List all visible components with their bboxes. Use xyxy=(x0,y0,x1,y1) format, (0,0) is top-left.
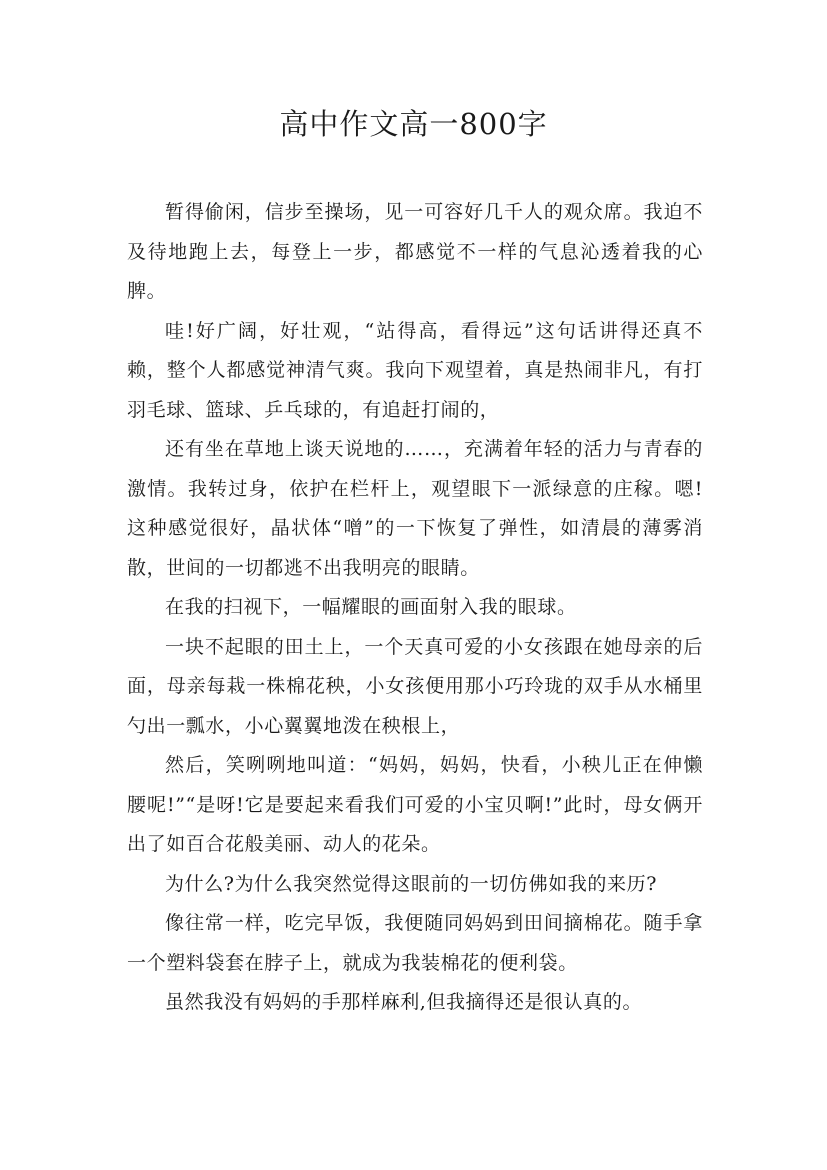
paragraph-7: 为什么?为什么我突然觉得这眼前的一切仿佛如我的来历? xyxy=(165,872,657,895)
paragraph-2: 哇!好广阔，好壮观，“站得高，看得远”这句话讲得还真不赖，整个人都感觉神清气爽。我向下观望着，真是热闹非凡，有打羽毛球、篮球、乒乓球的，有追赶打闹的， xyxy=(127,319,703,421)
essay-body xyxy=(127,193,703,1023)
paragraph-5: 一块不起眼的田土上，一个天真可爱的小女孩跟在她母亲的后面，母亲每栽一株棉花秧，小女孩便用那小巧玲珑的双手从水桶里勺出一瓢水，小心翼翼地泼在秧根上， xyxy=(127,635,703,737)
paragraph-4: 在我的扫视下，一幅耀眼的画面射入我的眼球。 xyxy=(165,596,577,618)
page-title: 高中作文高一800字 xyxy=(279,107,548,141)
paragraph-6: 然后，笑咧咧地叫道：“妈妈，妈妈，快看，小秧儿正在伸懒腰呢!”“是呀!它是要起来看我们可爱的小宝贝啊!”此时，母女俩开出了如百合花般美丽、动人的花朵。 xyxy=(127,754,703,855)
paragraph-9: 虽然我没有妈妈的手那样麻利,但我摘得还是很认真的。 xyxy=(165,991,643,1013)
paragraph-1: 暂得偷闲，信步至操场，见一可容好几千人的观众席。我迫不及待地跑上去，每登上一步，都感觉不一样的气息沁透着我的心脾。 xyxy=(127,201,703,302)
paragraph-3: 还有坐在草地上谈天说地的……，充满着年轻的活力与青春的激情。我转过身，依护在栏杆上，观望眼下一派绿意的庄稼。嗯!这种感觉很好，晶状体“噌”的一下恢复了弹性，如清晨的薄雾消散，世间的一切都逃不出我明亮的眼睛。 xyxy=(127,438,703,579)
paragraph-8: 像往常一样，吃完早饭，我便随同妈妈到田间摘棉花。随手拿一个塑料袋套在脖子上，就成为我装棉花的便利袋。 xyxy=(127,912,703,974)
